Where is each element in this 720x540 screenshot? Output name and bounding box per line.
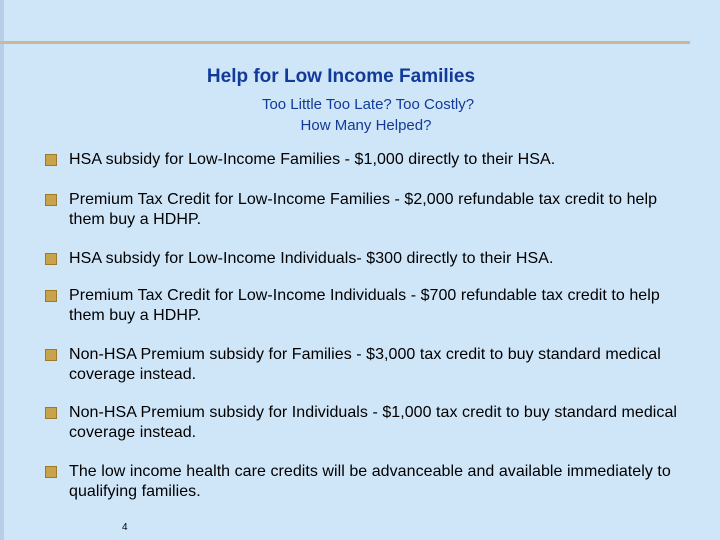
square-bullet-icon: [45, 253, 57, 265]
square-bullet-icon: [45, 407, 57, 419]
bullet-text: Non-HSA Premium subsidy for Individuals - $1,000 tax credit to buy standard medical coverage instead.: [69, 404, 677, 441]
square-bullet-icon: [45, 290, 57, 302]
bullet-item: [45, 190, 685, 230]
bullet-item: [45, 286, 685, 326]
page-number: 4: [122, 522, 128, 533]
square-bullet-icon: [45, 194, 57, 206]
slide-title: Help for Low Income Families: [206, 66, 476, 87]
square-bullet-icon: [45, 466, 57, 478]
bullet-text: Premium Tax Credit for Low-Income Families - $2,000 refundable tax credit to help them buy a HDHP.: [69, 191, 658, 228]
bullet-item: [45, 403, 685, 443]
bullet-item: [45, 462, 685, 502]
square-bullet-icon: [45, 349, 57, 361]
slide-subtitle-line-2: How Many Helped?: [300, 117, 432, 134]
bullet-text: The low income health care credits will be advanceable and available immediately to qualifying families.: [69, 463, 671, 500]
slide-subtitle-line-1: Too Little Too Late? Too Costly?: [261, 96, 475, 113]
top-divider-line: [0, 41, 690, 44]
bullet-item: [45, 345, 685, 385]
bullet-text: HSA subsidy for Low-Income Families - $1,000 directly to their HSA.: [69, 151, 556, 168]
bullet-text: Non-HSA Premium subsidy for Families - $3,000 tax credit to buy standard medical coverage instead.: [69, 346, 661, 383]
bullet-item: [45, 249, 685, 269]
bullet-item: [45, 150, 685, 170]
bullet-text: Premium Tax Credit for Low-Income Individuals - $700 refundable tax credit to help them buy a HDHP.: [69, 287, 660, 324]
bullet-text: HSA subsidy for Low-Income Individuals- $300 directly to their HSA.: [69, 250, 554, 267]
square-bullet-icon: [45, 154, 57, 166]
